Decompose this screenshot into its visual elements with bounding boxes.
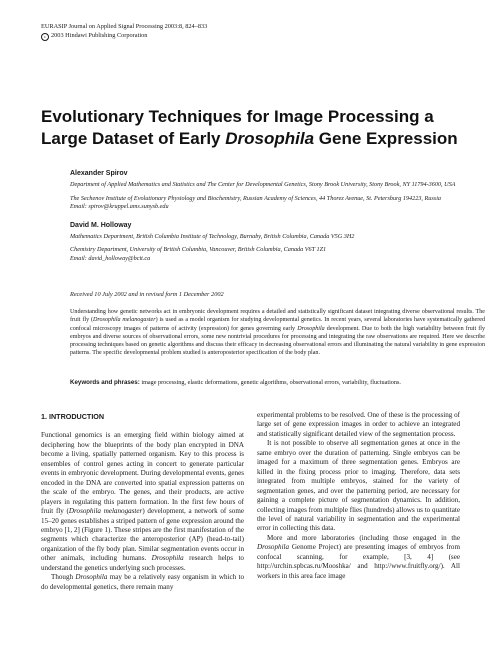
journal-header	[41, 22, 207, 41]
section-heading: 1. INTRODUCTION	[41, 412, 105, 421]
left-column	[41, 412, 244, 592]
keywords-text: image processing, elastic deformations, genetic algorithms, observational errors, variability, fluctuations.	[139, 379, 401, 386]
received-date: Received 10 July 2002 and in revised form 1 December 2002	[70, 291, 224, 298]
author-email: Email: david_holloway@bcit.ca	[70, 254, 151, 262]
author-block	[70, 170, 485, 263]
keywords-label: Keywords and phrases:	[70, 379, 140, 386]
author-affiliation: Department of Applied Mathematics and Statistics and The Center for Developmental Genetics, Stony Brook University, Stony Brook, NY 11794-3600, USA	[70, 181, 456, 189]
paragraph: experimental problems to be resolved. One of these is the processing of large set of gene expression images in order to achieve an integrated and statistically significant detailed view of the segmentation process.	[257, 411, 460, 438]
paragraph: It is not possible to observe all segmentation genes at once in the same embryo over the duration of patterning. Single embryos can be imaged for a maximum of three segmentation genes. Embryos are killed in the fixing process prior to imaging. Therefore, data sets integrated from multiple embryos, stained for the variety of segmentation genes, and over the patterning period, are necessary for gaining a complete picture of segmentation dynamics. In addition, collecting images from multiple flies (hundreds) allows us to quantitate the level of natural variability in segmentation and the experimental error in collecting this data.	[257, 439, 460, 533]
author-affiliation: Mathematics Department, British Columbia Institute of Technology, Burnaby, British Columbia, Canada V5G 3H2	[70, 233, 355, 241]
author-affiliation: The Sechenov Institute of Evolutionary Physiology and Biochemistry, Russian Academy of Sciences, 44 Thorez Avenue, St. Petersburg 194223, Russia	[70, 194, 442, 202]
author-email: Email: spirov@kruppel.ams.sunysb.edu	[70, 203, 169, 211]
journal-citation: EURASIP Journal on Applied Signal Processing 2003:8, 824–833	[41, 23, 208, 30]
paper-title: Evolutionary Techniques for Image Processing a Large Dataset of Early Drosophila Gene Expression	[41, 107, 458, 148]
author-affiliation: Chemistry Department, University of British Columbia, Vancouver, British Columbia, Canada V6T 1Z1	[70, 246, 327, 254]
author-name: David M. Holloway	[70, 221, 132, 229]
abstract: Understanding how genetic networks act in embryonic development requires a detailed and statistically significant dataset integrating diverse observational results. The fruit fly (Drosophila melanogaster) is used as a model organism for studying developmental genetics. In recent years, several laboratories have systematically gathered confocal microscopy images of patterns of activity (expression) for genes governing early Drosophila development. Due to both the high variability between fruit fly embryos and diverse sources of observational errors, some new nontrivial procedures for processing and integrating the raw observations are required. Here we describe processing techniques based on genetic algorithms and discuss their efficacy in decreasing observational errors and illuminating the natural variability in gene expression patterns. The specific developmental problem studied is anteroposterior specification of the body plan.	[70, 309, 486, 357]
copyright-icon: c	[41, 33, 49, 41]
copyright-text: 2003 Hindawi Publishing Corporation	[51, 32, 148, 39]
right-column	[257, 411, 460, 581]
paragraph: Functional genomics is an emerging field within biology aimed at deciphering how the blueprints of the body plan encrypted in DNA become a living, spatially patterned organism. Key to this process is ensembles of control genes acting in concert to generate particular events in embryonic development. During developmental events, genes encoded in the DNA are converted into spatial expression patterns on the scale of the embryo. The genes, and their products, are active players in regulating this pattern formation. In the first few hours of fruit fly (Drosophila melanogaster) development, a network of some 15–20 genes establishes a striped pattern of gene expression around the embryo [1, 2] (Figure 1). These stripes are the first manifestation of the segments which characterize the anteroposterior (AP) (head-to-tail) organization of the fly body plan. Similar segmentation events occur in other animals, including humans. Drosophila research helps to understand the genetics underlying such processes.	[41, 431, 244, 572]
keywords	[70, 379, 485, 386]
copyright-line	[41, 31, 207, 41]
author-name: Alexander Spirov	[70, 170, 128, 177]
paragraph: Though Drosophila may be a relatively easy organism in which to do developmental genetics, there remain many	[41, 573, 245, 591]
paragraph: More and more laboratories (including those engaged in the Drosophila Genome Project) are presenting images of embryos from confocal scanning, for example, [3, 4] (see http://urchin.spbcas.ru/Mooshka/ and http://www.fruitfly.org/). All workers in this area face image	[257, 533, 460, 580]
